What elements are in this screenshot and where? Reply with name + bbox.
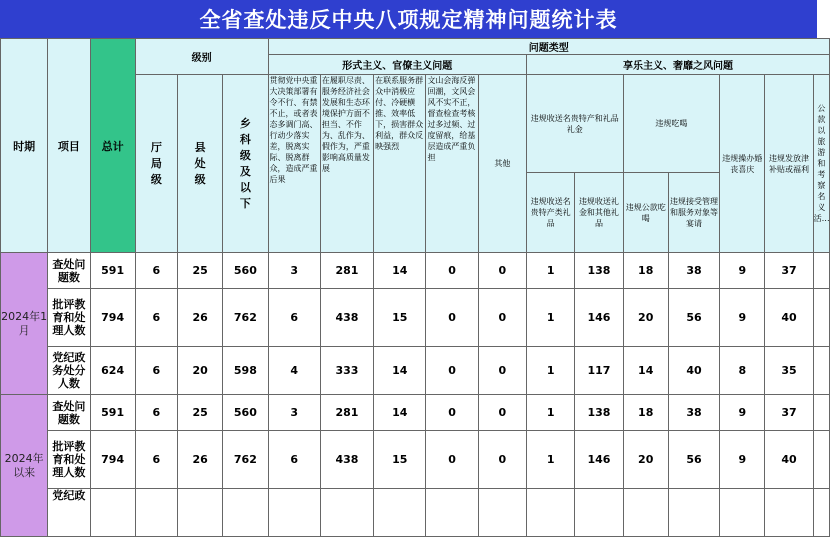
table-row bbox=[1, 431, 830, 489]
cell: 0 bbox=[426, 253, 478, 289]
cell: 1 bbox=[527, 347, 575, 395]
cell bbox=[478, 489, 526, 537]
cell bbox=[813, 289, 829, 347]
header-xian: 县 处 级 bbox=[178, 75, 223, 253]
cell bbox=[223, 489, 268, 537]
cell bbox=[575, 489, 623, 537]
cell-total: 794 bbox=[90, 431, 135, 489]
cell: 598 bbox=[223, 347, 268, 395]
cell: 37 bbox=[765, 253, 813, 289]
cell: 35 bbox=[765, 347, 813, 395]
cell: 9 bbox=[720, 253, 765, 289]
cell bbox=[813, 395, 829, 431]
header-gift: 违规收送名贵特产和礼品礼金 bbox=[527, 75, 624, 173]
cell: 560 bbox=[223, 395, 268, 431]
header-project: 项目 bbox=[48, 39, 90, 253]
cell: 26 bbox=[178, 431, 223, 489]
cell: 56 bbox=[668, 289, 719, 347]
cell: 20 bbox=[623, 431, 668, 489]
table-row bbox=[1, 253, 830, 289]
header-gift-b: 违规收送礼金和其他礼品 bbox=[575, 173, 623, 253]
period-cell: 2024年以来 bbox=[1, 395, 48, 537]
table-row bbox=[1, 347, 830, 395]
cell: 14 bbox=[623, 347, 668, 395]
cell: 1 bbox=[527, 253, 575, 289]
cell: 3 bbox=[268, 395, 320, 431]
header-f3: 在联系服务群众中消极应付、冷硬横推、效率低下，损害群众利益，群众反映强烈 bbox=[374, 75, 426, 253]
statistics-table bbox=[0, 38, 830, 537]
cell bbox=[135, 489, 177, 537]
cell: 281 bbox=[320, 253, 373, 289]
cell: 8 bbox=[720, 347, 765, 395]
header-f4: 文山会海反弹回潮，文风会风不实不正，督查检查考核过多过频、过度留痕，给基层造成严重负担 bbox=[426, 75, 478, 253]
header-allowance: 违规发放津补贴或福利 bbox=[765, 75, 813, 253]
cell: 14 bbox=[374, 395, 426, 431]
cell: 333 bbox=[320, 347, 373, 395]
table-row bbox=[1, 489, 830, 537]
period-cell: 2024年1月 bbox=[1, 253, 48, 395]
cell: 6 bbox=[135, 347, 177, 395]
row-label: 党纪政务处分人数 bbox=[48, 347, 90, 395]
cell: 560 bbox=[223, 253, 268, 289]
header-f2: 在履职尽责、服务经济社会发展和生态环境保护方面不担当、不作为、乱作为、假作为，严重影响高质量发展 bbox=[320, 75, 373, 253]
cell: 438 bbox=[320, 289, 373, 347]
cell bbox=[813, 253, 829, 289]
header-hedonism: 享乐主义、奢靡之风问题 bbox=[527, 55, 830, 75]
header-eat-b: 违规接受管理和服务对象等宴请 bbox=[668, 173, 719, 253]
cell-total: 794 bbox=[90, 289, 135, 347]
cell bbox=[426, 489, 478, 537]
cell: 0 bbox=[478, 395, 526, 431]
cell bbox=[623, 489, 668, 537]
header-eat: 违规吃喝 bbox=[623, 75, 720, 173]
cell: 438 bbox=[320, 431, 373, 489]
cell: 26 bbox=[178, 289, 223, 347]
cell: 56 bbox=[668, 431, 719, 489]
row-label: 党纪政 bbox=[48, 489, 90, 537]
header-formalism: 形式主义、官僚主义问题 bbox=[268, 55, 526, 75]
header-eat-a: 违规公款吃喝 bbox=[623, 173, 668, 253]
cell: 281 bbox=[320, 395, 373, 431]
cell bbox=[813, 431, 829, 489]
cell-total: 591 bbox=[90, 395, 135, 431]
cell: 0 bbox=[426, 431, 478, 489]
header-total: 总计 bbox=[90, 39, 135, 253]
header-problem-type: 问题类型 bbox=[268, 39, 829, 55]
cell: 0 bbox=[478, 431, 526, 489]
cell: 762 bbox=[223, 431, 268, 489]
cell: 15 bbox=[374, 289, 426, 347]
cell: 117 bbox=[575, 347, 623, 395]
header-cutoff: 公款以旅游和考察名义活… bbox=[813, 75, 829, 253]
cell: 38 bbox=[668, 253, 719, 289]
cell: 40 bbox=[765, 289, 813, 347]
cell: 138 bbox=[575, 395, 623, 431]
header-xiang: 乡 科 级 及 以 下 bbox=[223, 75, 268, 253]
cell: 6 bbox=[135, 289, 177, 347]
cell bbox=[178, 489, 223, 537]
cell: 6 bbox=[135, 431, 177, 489]
cell: 6 bbox=[135, 253, 177, 289]
cell bbox=[668, 489, 719, 537]
cell-total bbox=[90, 489, 135, 537]
cell bbox=[374, 489, 426, 537]
cell: 0 bbox=[426, 395, 478, 431]
cell: 4 bbox=[268, 347, 320, 395]
cell: 3 bbox=[268, 253, 320, 289]
cell: 15 bbox=[374, 431, 426, 489]
cell bbox=[813, 347, 829, 395]
header-wedding: 违规操办婚丧喜庆 bbox=[720, 75, 765, 253]
cell: 1 bbox=[527, 395, 575, 431]
cell: 9 bbox=[720, 289, 765, 347]
cell: 9 bbox=[720, 395, 765, 431]
row-label: 查处问题数 bbox=[48, 253, 90, 289]
cell: 14 bbox=[374, 347, 426, 395]
cell: 40 bbox=[668, 347, 719, 395]
row-label: 查处问题数 bbox=[48, 395, 90, 431]
header-ting: 厅 局 级 bbox=[135, 75, 177, 253]
cell bbox=[720, 489, 765, 537]
header-f1: 贯彻党中央重大决策部署有令不行、有禁不止，或者表态多调门高、行动少落实差，脱离实际、脱离群众，造成严重后果 bbox=[268, 75, 320, 253]
cell: 37 bbox=[765, 395, 813, 431]
cell: 25 bbox=[178, 395, 223, 431]
cell bbox=[527, 489, 575, 537]
cell: 18 bbox=[623, 395, 668, 431]
cell: 6 bbox=[268, 431, 320, 489]
cell: 6 bbox=[135, 395, 177, 431]
header-period: 时期 bbox=[1, 39, 48, 253]
cell: 20 bbox=[178, 347, 223, 395]
cell: 25 bbox=[178, 253, 223, 289]
cell: 0 bbox=[478, 253, 526, 289]
cell bbox=[765, 489, 813, 537]
cell: 0 bbox=[478, 289, 526, 347]
cell: 0 bbox=[478, 347, 526, 395]
cell: 38 bbox=[668, 395, 719, 431]
table-row bbox=[1, 289, 830, 347]
cell bbox=[320, 489, 373, 537]
cell: 18 bbox=[623, 253, 668, 289]
cell: 0 bbox=[426, 347, 478, 395]
header-level: 级别 bbox=[135, 39, 268, 75]
cell-total: 624 bbox=[90, 347, 135, 395]
row-label: 批评教育和处理人数 bbox=[48, 289, 90, 347]
header-gift-a: 违规收送名贵特产类礼品 bbox=[527, 173, 575, 253]
cell: 9 bbox=[720, 431, 765, 489]
cell bbox=[268, 489, 320, 537]
cell: 40 bbox=[765, 431, 813, 489]
cell: 0 bbox=[426, 289, 478, 347]
row-label: 批评教育和处理人数 bbox=[48, 431, 90, 489]
cell bbox=[813, 489, 829, 537]
table-row bbox=[1, 395, 830, 431]
cell: 146 bbox=[575, 431, 623, 489]
cell: 6 bbox=[268, 289, 320, 347]
cell: 1 bbox=[527, 431, 575, 489]
table-title: 全省查处违反中央八项规定精神问题统计表 bbox=[0, 0, 817, 38]
cell: 762 bbox=[223, 289, 268, 347]
header-f5: 其他 bbox=[478, 75, 526, 253]
cell: 20 bbox=[623, 289, 668, 347]
cell: 14 bbox=[374, 253, 426, 289]
cell: 146 bbox=[575, 289, 623, 347]
cell-total: 591 bbox=[90, 253, 135, 289]
cell: 1 bbox=[527, 289, 575, 347]
cell: 138 bbox=[575, 253, 623, 289]
